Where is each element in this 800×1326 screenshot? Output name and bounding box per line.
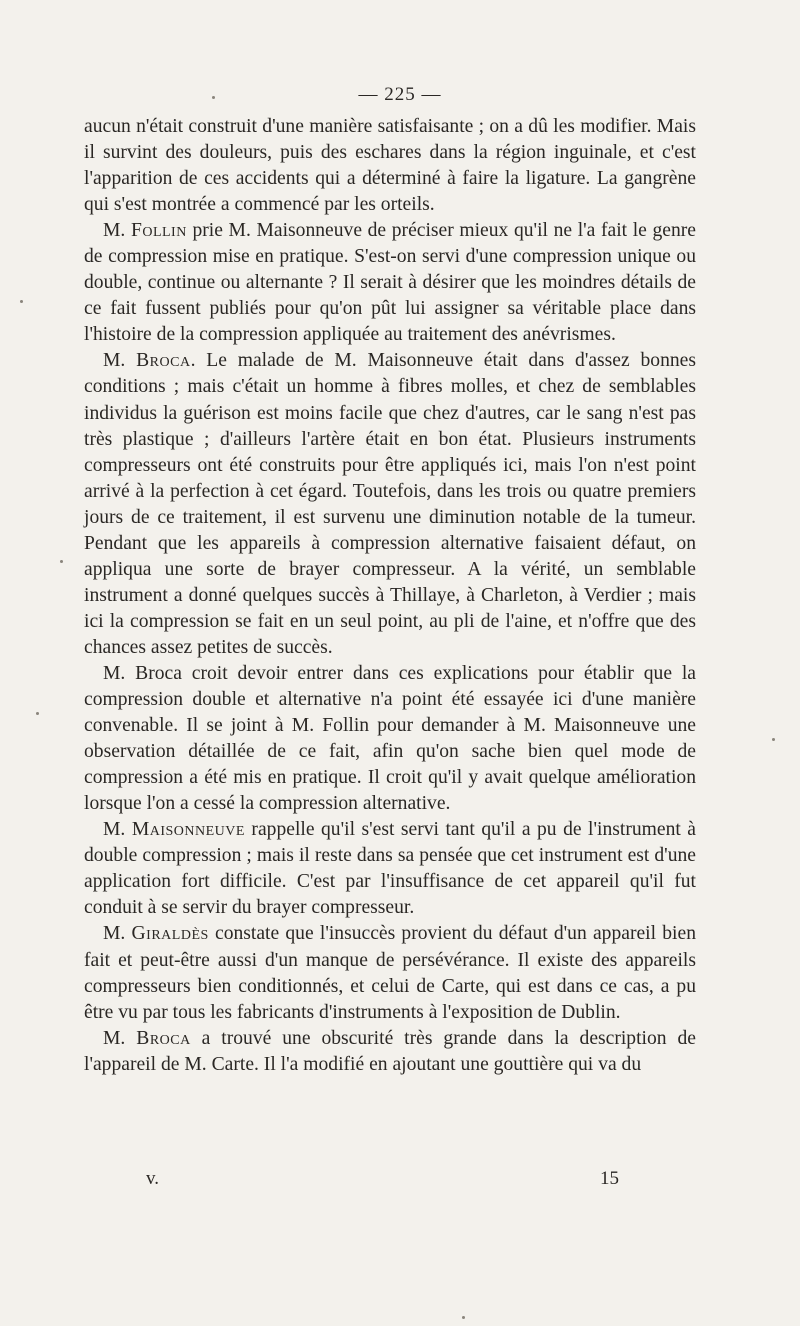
paragraph-text: constate que l'insuccès provient du défaut d'un appareil bien fait et peut-être aussi d'un manque de persévérance. Il existe des appareils compresseurs bien conditionnés, et celui de Carte, qui est dans ce cas, a pu être vu par tous les fabricants d'instruments à l'exposition de Dublin. (84, 923, 696, 1023)
page-number: — 225 — (358, 84, 442, 105)
paragraph-broca-explanation (84, 661, 696, 817)
paper-speck (772, 738, 775, 741)
speaker-name: Giraldès (131, 923, 209, 945)
page-footer (0, 1168, 800, 1198)
speaker-name: Broca (136, 350, 191, 372)
speaker-prefix: M. (103, 1027, 137, 1049)
paragraph-maisonneuve (84, 817, 696, 921)
paragraph-text: rappelle qu'il s'est servi tant qu'il a pu de l'instrument à double compression ; mais il reste dans sa pensée que cet instrument est d'une application fort difficile. C'est par l'insuffisance de cet appareil qu'il fut conduit à se servir du brayer compresseur. (84, 819, 696, 919)
paragraph-text: prie M. Maisonneuve de préciser mieux qu'il ne l'a fait le genre de compression mise en pratique. S'est-on servi d'une compression unique ou double, continue ou alternante ? Il serait à désirer que les moindres détails de ce fait fussent publiés pour qu'on pût lui assigner sa véritable place dans l'histoire de la compression appliquée au traitement des anévrismes. (84, 220, 696, 346)
paper-speck (36, 712, 39, 715)
paragraph-text: . Le malade de M. Maisonneuve était dans d'assez bonnes conditions ; mais c'était un homme à fibres molles, et chez de semblables individus la guérison est moins facile que chez d'autres, car le sang n'est pas très plastique ; d'ailleurs l'artère était en bon état. Plusieurs instruments compresseurs ont été construits pour être appliqués ici, mais l'on n'est point arrivé à la perfection à cet égard. Toutefois, dans les trois ou quatre premiers jours de ce traitement, il est survenu une diminution notable de la tumeur. Pendant que les appareils à compression alternative faisaient défaut, on appliqua une sorte de brayer compresseur. A la vérité, un semblable instrument a donné quelques succès à Thillaye, à Charleton, à Verdier ; mais ici la compression se fait en un seul point, au pli de l'aine, et n'offre que des chances assez petites de succès. (84, 350, 696, 658)
paragraph-text: a trouvé une obscurité très grande dans la description de l'appareil de M. Carte. Il l'a modifié en ajoutant une gouttière qui va du (84, 1027, 696, 1075)
paragraph-broca (84, 348, 696, 661)
paragraph-broca-carte (84, 1026, 696, 1078)
speaker-name: Maisonneuve (131, 819, 245, 841)
paragraph-follin (84, 218, 696, 348)
paper-speck (212, 96, 215, 99)
volume-signature: v. (146, 1168, 160, 1189)
body-text (84, 114, 696, 1078)
speaker-prefix: M. (103, 819, 132, 841)
speaker-prefix: M. (103, 350, 137, 372)
sheet-signature: 15 (600, 1168, 619, 1189)
paper-speck (462, 1316, 465, 1319)
speaker-prefix: M. (103, 220, 131, 242)
speaker-name: Broca (136, 1027, 191, 1049)
speaker-name: Follin (130, 220, 187, 242)
paragraph-text: aucun n'était construit d'une manière satisfaisante ; on a dû les modifier. Mais il survint des douleurs, puis des eschares dans la région inguinale, et c'est l'apparition de ces accidents qui a déterminé à faire la ligature. La gangrène qui s'est montrée a commencé par les orteils. (84, 116, 696, 216)
paper-speck (60, 560, 63, 563)
paragraph-continuation (84, 114, 696, 218)
paragraph-giraldes (84, 921, 696, 1025)
paragraph-text: M. Broca croit devoir entrer dans ces explications pour établir que la compression double et alternative n'a point été essayée ici d'une manière convenable. Il se joint à M. Follin pour demander à M. Maisonneuve une observation détaillée de ce fait, afin qu'on sache bien quel mode de compression a été mis en pratique. Il croit qu'il y avait quelque amélioration lorsque l'on a cessé la compression alternative. (84, 662, 696, 815)
paper-speck (20, 300, 23, 303)
speaker-prefix: M. (103, 923, 132, 945)
